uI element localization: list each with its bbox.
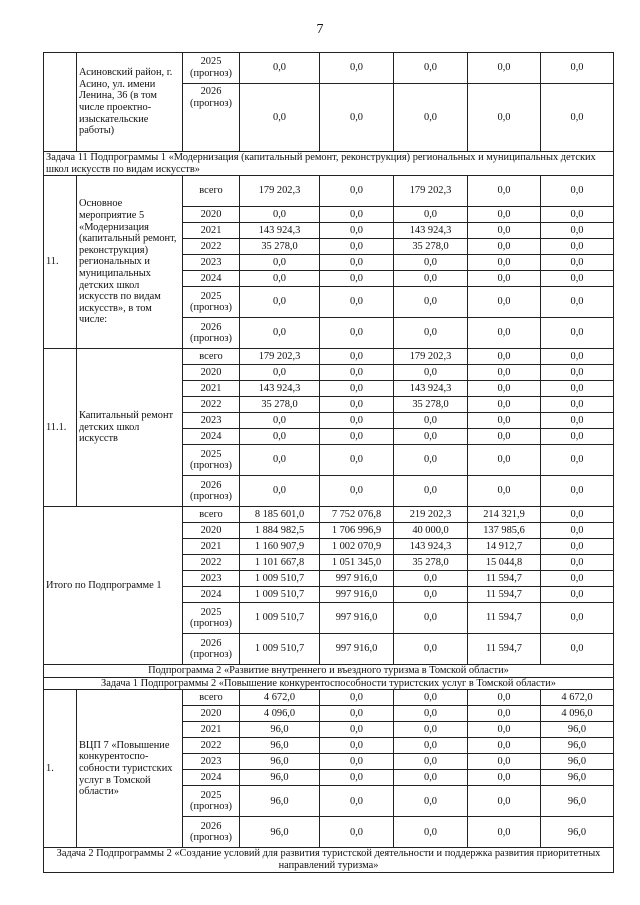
- value-cell: 0,0: [394, 770, 468, 786]
- value-cell: 0,0: [541, 365, 614, 381]
- task-1-sub2-title: Задача 1 Подпрограммы 2 «Повышение конкурентоспособности туристских услуг в Томской области»: [44, 677, 614, 690]
- value-cell: 4 096,0: [541, 706, 614, 722]
- value-cell: 0,0: [541, 84, 614, 152]
- year-cell: всего: [183, 176, 240, 207]
- value-cell: 0,0: [240, 207, 320, 223]
- value-cell: 143 924,3: [394, 223, 468, 239]
- value-cell: 0,0: [541, 445, 614, 476]
- value-cell: 0,0: [468, 84, 541, 152]
- value-cell: 179 202,3: [394, 176, 468, 207]
- value-cell: 1 706 996,9: [320, 523, 394, 539]
- year-cell: 2021: [183, 722, 240, 738]
- value-cell: 0,0: [240, 271, 320, 287]
- table-row: [44, 53, 614, 84]
- value-cell: 0,0: [468, 53, 541, 84]
- value-cell: 0,0: [240, 53, 320, 84]
- year-cell: 2020: [183, 207, 240, 223]
- year-cell: 2024: [183, 429, 240, 445]
- value-cell: 0,0: [541, 318, 614, 349]
- value-cell: 0,0: [541, 539, 614, 555]
- value-cell: 0,0: [320, 476, 394, 507]
- value-cell: 0,0: [468, 738, 541, 754]
- value-cell: 0,0: [394, 754, 468, 770]
- value-cell: 35 278,0: [240, 239, 320, 255]
- value-cell: 0,0: [541, 429, 614, 445]
- value-cell: 0,0: [541, 223, 614, 239]
- value-cell: 0,0: [468, 223, 541, 239]
- value-cell: 0,0: [394, 603, 468, 634]
- value-cell: 1 009 510,7: [240, 587, 320, 603]
- value-cell: 0,0: [394, 207, 468, 223]
- value-cell: 0,0: [320, 176, 394, 207]
- page-number: 7: [316, 22, 324, 37]
- value-cell: 35 278,0: [394, 239, 468, 255]
- value-cell: 96,0: [240, 817, 320, 848]
- value-cell: 219 202,3: [394, 507, 468, 523]
- value-cell: 1 101 667,8: [240, 555, 320, 571]
- value-cell: 0,0: [240, 413, 320, 429]
- value-cell: 0,0: [240, 476, 320, 507]
- value-cell: 1 009 510,7: [240, 571, 320, 587]
- row-name: Основное мероприятие 5 «Модернизация (капитальный ремонт, реконструкция) региональных и муниципальных детских школ искусств по видам искусств», в том числе:: [77, 176, 183, 349]
- value-cell: 35 278,0: [394, 397, 468, 413]
- year-cell: 2026 (прогноз): [183, 318, 240, 349]
- value-cell: 0,0: [240, 318, 320, 349]
- value-cell: 0,0: [320, 722, 394, 738]
- year-cell: 2025 (прогноз): [183, 786, 240, 817]
- value-cell: 96,0: [240, 786, 320, 817]
- value-cell: 0,0: [394, 690, 468, 706]
- value-cell: 0,0: [468, 287, 541, 318]
- value-cell: 0,0: [468, 770, 541, 786]
- value-cell: 0,0: [320, 207, 394, 223]
- value-cell: 0,0: [468, 397, 541, 413]
- task-2-sub2-title: Задача 2 Подпрограммы 2 «Создание условий для развития туристской деятельности и поддержка развития приоритетных направлений туризма»: [44, 848, 614, 872]
- value-cell: 1 002 070,9: [320, 539, 394, 555]
- year-cell: всего: [183, 349, 240, 365]
- year-cell: 2022: [183, 738, 240, 754]
- value-cell: 137 985,6: [468, 523, 541, 539]
- year-cell: 2023: [183, 413, 240, 429]
- value-cell: 143 924,3: [240, 381, 320, 397]
- value-cell: 0,0: [394, 271, 468, 287]
- value-cell: 0,0: [394, 738, 468, 754]
- year-cell: 2022: [183, 555, 240, 571]
- value-cell: 0,0: [240, 84, 320, 152]
- value-cell: 997 916,0: [320, 634, 394, 665]
- value-cell: 0,0: [320, 365, 394, 381]
- value-cell: 0,0: [320, 754, 394, 770]
- row-number: 11.1.: [44, 349, 77, 507]
- value-cell: 96,0: [541, 738, 614, 754]
- year-cell: 2023: [183, 754, 240, 770]
- value-cell: 0,0: [468, 817, 541, 848]
- year-cell: 2021: [183, 223, 240, 239]
- value-cell: 0,0: [320, 706, 394, 722]
- year-cell: всего: [183, 690, 240, 706]
- value-cell: 0,0: [394, 634, 468, 665]
- value-cell: 0,0: [541, 53, 614, 84]
- value-cell: 0,0: [320, 255, 394, 271]
- value-cell: 0,0: [468, 365, 541, 381]
- value-cell: 0,0: [468, 255, 541, 271]
- value-cell: 0,0: [320, 381, 394, 397]
- value-cell: 143 924,3: [394, 539, 468, 555]
- year-cell: 2026 (прогноз): [183, 476, 240, 507]
- value-cell: 0,0: [541, 176, 614, 207]
- value-cell: 0,0: [468, 381, 541, 397]
- section-row: [44, 665, 614, 678]
- value-cell: 0,0: [468, 207, 541, 223]
- value-cell: 96,0: [240, 722, 320, 738]
- value-cell: 0,0: [394, 287, 468, 318]
- value-cell: 4 672,0: [541, 690, 614, 706]
- value-cell: 0,0: [394, 445, 468, 476]
- value-cell: 0,0: [541, 349, 614, 365]
- value-cell: 0,0: [320, 413, 394, 429]
- value-cell: 0,0: [541, 255, 614, 271]
- value-cell: 0,0: [320, 770, 394, 786]
- year-cell: 2022: [183, 397, 240, 413]
- value-cell: 96,0: [541, 770, 614, 786]
- value-cell: 0,0: [394, 817, 468, 848]
- value-cell: 0,0: [541, 587, 614, 603]
- value-cell: 0,0: [240, 429, 320, 445]
- value-cell: 0,0: [468, 690, 541, 706]
- value-cell: 997 916,0: [320, 587, 394, 603]
- total-label: Итого по Подпрограмме 1: [44, 507, 183, 665]
- year-cell: 2022: [183, 239, 240, 255]
- value-cell: 0,0: [320, 786, 394, 817]
- year-cell: 2021: [183, 539, 240, 555]
- value-cell: 0,0: [541, 476, 614, 507]
- value-cell: 0,0: [240, 255, 320, 271]
- value-cell: 0,0: [541, 571, 614, 587]
- year-cell: 2020: [183, 523, 240, 539]
- value-cell: 15 044,8: [468, 555, 541, 571]
- value-cell: 35 278,0: [394, 555, 468, 571]
- task-11-title: Задача 11 Подпрограммы 1 «Модернизация (капитальный ремонт, реконструкция) региональных и муниципальных детских школ искусств по видам искусств»: [44, 152, 614, 176]
- value-cell: 96,0: [541, 754, 614, 770]
- value-cell: 0,0: [541, 634, 614, 665]
- value-cell: 0,0: [468, 318, 541, 349]
- value-cell: 214 321,9: [468, 507, 541, 523]
- row-name: Асиновский район, г. Асино, ул. имени Ленина, 36 (в том числе проектно-изыскательские работы): [77, 53, 183, 152]
- section-row: [44, 677, 614, 690]
- value-cell: 0,0: [468, 445, 541, 476]
- value-cell: 0,0: [240, 445, 320, 476]
- value-cell: 0,0: [320, 445, 394, 476]
- value-cell: 4 672,0: [240, 690, 320, 706]
- value-cell: 0,0: [320, 271, 394, 287]
- value-cell: 0,0: [240, 365, 320, 381]
- value-cell: 0,0: [394, 786, 468, 817]
- year-cell: 2020: [183, 365, 240, 381]
- value-cell: 1 160 907,9: [240, 539, 320, 555]
- value-cell: 0,0: [541, 287, 614, 318]
- value-cell: 11 594,7: [468, 587, 541, 603]
- value-cell: 0,0: [320, 817, 394, 848]
- value-cell: 96,0: [541, 817, 614, 848]
- value-cell: 0,0: [541, 603, 614, 634]
- value-cell: 0,0: [394, 413, 468, 429]
- value-cell: 0,0: [541, 239, 614, 255]
- year-cell: 2025 (прогноз): [183, 603, 240, 634]
- value-cell: 11 594,7: [468, 571, 541, 587]
- value-cell: 96,0: [240, 770, 320, 786]
- value-cell: 0,0: [320, 239, 394, 255]
- year-cell: 2025 (прогноз): [183, 445, 240, 476]
- value-cell: 0,0: [394, 571, 468, 587]
- row-name: ВЦП 7 «Повышение конкурентоспо-собности туристских услуг в Томской области»: [77, 690, 183, 848]
- value-cell: 0,0: [468, 413, 541, 429]
- value-cell: 35 278,0: [240, 397, 320, 413]
- section-row: [44, 848, 614, 872]
- value-cell: 0,0: [541, 507, 614, 523]
- value-cell: 143 924,3: [394, 381, 468, 397]
- value-cell: 0,0: [240, 287, 320, 318]
- year-cell: 2020: [183, 706, 240, 722]
- value-cell: 7 752 076,8: [320, 507, 394, 523]
- table-row: [44, 690, 614, 706]
- value-cell: 0,0: [394, 706, 468, 722]
- value-cell: 96,0: [240, 754, 320, 770]
- value-cell: 179 202,3: [240, 349, 320, 365]
- value-cell: 0,0: [320, 84, 394, 152]
- year-cell: 2024: [183, 587, 240, 603]
- year-cell: 2026 (прогноз): [183, 817, 240, 848]
- value-cell: 0,0: [394, 365, 468, 381]
- value-cell: 0,0: [320, 53, 394, 84]
- value-cell: 96,0: [240, 738, 320, 754]
- row-number: 11.: [44, 176, 77, 349]
- year-cell: 2025 (прогноз): [183, 53, 240, 84]
- value-cell: 179 202,3: [240, 176, 320, 207]
- value-cell: 11 594,7: [468, 603, 541, 634]
- value-cell: 0,0: [320, 690, 394, 706]
- table-row: [44, 507, 614, 523]
- value-cell: 0,0: [468, 176, 541, 207]
- value-cell: 0,0: [320, 223, 394, 239]
- value-cell: 0,0: [468, 706, 541, 722]
- year-cell: 2023: [183, 255, 240, 271]
- table-row: [44, 176, 614, 207]
- value-cell: 0,0: [394, 476, 468, 507]
- value-cell: 1 051 345,0: [320, 555, 394, 571]
- value-cell: 0,0: [541, 397, 614, 413]
- value-cell: 1 009 510,7: [240, 603, 320, 634]
- value-cell: 0,0: [541, 381, 614, 397]
- value-cell: 0,0: [320, 287, 394, 318]
- year-cell: 2024: [183, 271, 240, 287]
- year-cell: 2021: [183, 381, 240, 397]
- year-cell: всего: [183, 507, 240, 523]
- year-cell: 2023: [183, 571, 240, 587]
- value-cell: 1 884 982,5: [240, 523, 320, 539]
- value-cell: 4 096,0: [240, 706, 320, 722]
- value-cell: 0,0: [468, 476, 541, 507]
- value-cell: 0,0: [320, 738, 394, 754]
- row-number: [44, 53, 77, 152]
- value-cell: 997 916,0: [320, 603, 394, 634]
- budget-table: [43, 52, 614, 873]
- year-cell: 2026 (прогноз): [183, 634, 240, 665]
- value-cell: 0,0: [394, 429, 468, 445]
- year-cell: 2025 (прогноз): [183, 287, 240, 318]
- value-cell: 0,0: [468, 786, 541, 817]
- value-cell: 0,0: [394, 53, 468, 84]
- value-cell: 11 594,7: [468, 634, 541, 665]
- value-cell: 0,0: [394, 587, 468, 603]
- value-cell: 96,0: [541, 786, 614, 817]
- value-cell: 0,0: [320, 429, 394, 445]
- value-cell: 0,0: [468, 754, 541, 770]
- year-cell: 2024: [183, 770, 240, 786]
- value-cell: 0,0: [541, 413, 614, 429]
- table-row: [44, 349, 614, 365]
- value-cell: 0,0: [468, 271, 541, 287]
- value-cell: 997 916,0: [320, 571, 394, 587]
- value-cell: 0,0: [541, 523, 614, 539]
- value-cell: 0,0: [320, 318, 394, 349]
- value-cell: 0,0: [468, 429, 541, 445]
- value-cell: 0,0: [541, 207, 614, 223]
- value-cell: 14 912,7: [468, 539, 541, 555]
- value-cell: 0,0: [468, 722, 541, 738]
- value-cell: 0,0: [320, 349, 394, 365]
- row-number: 1.: [44, 690, 77, 848]
- subprogram-2-title: Подпрограмма 2 «Развитие внутреннего и въездного туризма в Томской области»: [44, 665, 614, 678]
- value-cell: 0,0: [394, 722, 468, 738]
- value-cell: 0,0: [394, 84, 468, 152]
- row-name: Капитальный ремонт детских школ искусств: [77, 349, 183, 507]
- value-cell: 0,0: [541, 555, 614, 571]
- value-cell: 0,0: [468, 239, 541, 255]
- section-row: [44, 152, 614, 176]
- value-cell: 1 009 510,7: [240, 634, 320, 665]
- value-cell: 96,0: [541, 722, 614, 738]
- value-cell: 143 924,3: [240, 223, 320, 239]
- value-cell: 0,0: [541, 271, 614, 287]
- value-cell: 0,0: [468, 349, 541, 365]
- value-cell: 0,0: [394, 255, 468, 271]
- value-cell: 0,0: [394, 318, 468, 349]
- value-cell: 0,0: [320, 397, 394, 413]
- value-cell: 40 000,0: [394, 523, 468, 539]
- value-cell: 179 202,3: [394, 349, 468, 365]
- value-cell: 8 185 601,0: [240, 507, 320, 523]
- year-cell: 2026 (прогноз): [183, 84, 240, 152]
